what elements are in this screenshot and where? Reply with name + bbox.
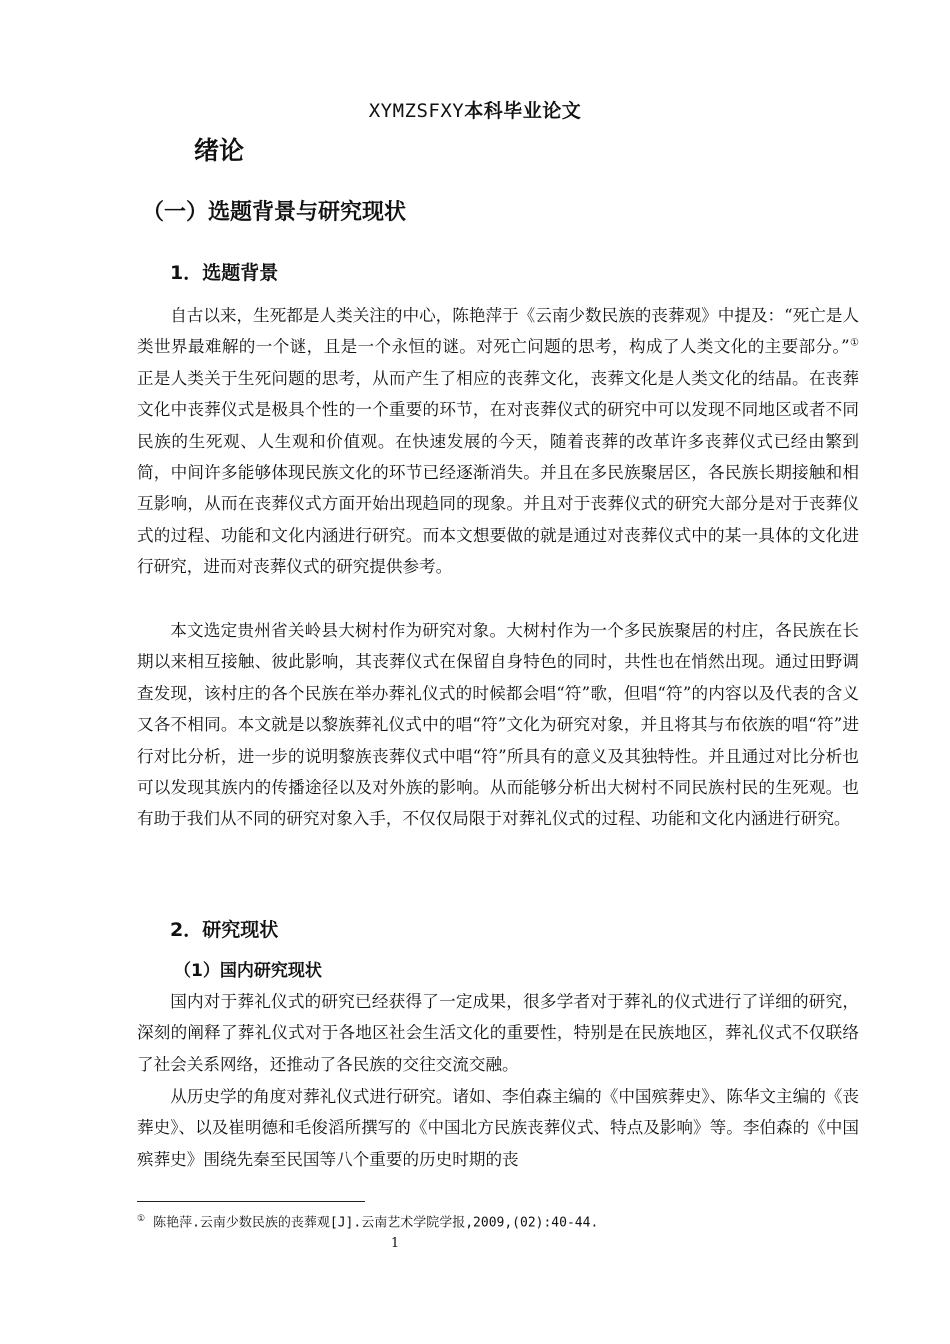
footnote-mark: ① <box>137 1214 146 1224</box>
paragraph-domestic-2: 从历史学的角度对葬礼仪式进行研究。诸如、李伯森主编的《中国殡葬史》、陈华文主编的《丧葬史》、以及崔明德和毛俊滔所撰写的《中国北方民族丧葬仪式、特点及影响》等。李伯森的《中国殡葬史》围绕先秦至民国等八个重要的历史时期的丧 <box>137 1087 859 1169</box>
header-title: 本科毕业论文 <box>464 100 582 122</box>
footnote-divider <box>137 1201 365 1202</box>
page-number: 1 <box>390 1236 400 1251</box>
paragraph-background-2: 本文选定贵州省关岭县大树村作为研究对象。大树村作为一个多民族聚居的村庄，各民族在长期以来相互接触、彼此影响，其丧葬仪式在保留自身特色的同时，共性也在悄然出现。通过田野调查发现，该村庄的各个民族在举办葬礼仪式的时候都会唱“符”歌，但唱“符”的内容以及代表的含义又各不相同。本文就是以黎族葬礼仪式中的唱“符”文化为研究对象，并且将其与布依族的唱“符”进行对比分析，进一步的说明黎族丧葬仪式中唱“符”所具有的意义及其独特性。并且通过对比分析也可以发现其族内的传播途径以及对外族的影响。从而能够分析出大树村不同民族村民的生死观。也有助于我们从不同的研究对象入手，不仅仅局限于对葬礼仪式的过程、功能和文化内涵进行研究。 <box>137 621 859 829</box>
paragraph-background-1-start: 自古以来，生死都是人类关注的中心，陈艳萍于《云南少数民族的丧葬观》中提及：“死亡是人类世界最难解的一个谜，且是一个永恒的谜。对死亡问题的思考，构成了人类文化的主要部分。” <box>137 306 860 357</box>
section-title: （一）选题背景与研究现状 <box>142 200 407 225</box>
footnote-text: 陈艳萍.云南少数民族的丧葬观[J].云南艺术学院学报,2009,(02):40-44. <box>153 1215 599 1231</box>
footnote-reference[interactable]: ① <box>849 337 859 349</box>
header-code: XYMZSFXY <box>368 100 465 122</box>
subsubsection-title-domestic: （1）国内研究现状 <box>174 961 322 981</box>
chapter-title: 绪论 <box>194 136 245 165</box>
subsection-title-background: 1．选题背景 <box>170 262 279 284</box>
paragraph-background-1-rest: 正是人类关于生死问题的思考，从而产生了相应的丧葬文化，丧葬文化是人类文化的结晶。在丧葬文化中丧葬仪式是极具个性的一个重要的环节，在对丧葬仪式的研究中可以发现不同地区或者不同民族的生死观、人生观和价值观。在快速发展的今天，随着丧葬的改革许多丧葬仪式已经由繁到简，中间许多能够体现民族文化的环节已经逐渐消失。并且在多民族聚居区，各民族长期接触和相互影响，从而在丧葬仪式方面开始出现趋同的现象。并且对于丧葬仪式的研究大部分是对于丧葬仪式的过程、功能和文化内涵进行研究。而本文想要做的就是通过对丧葬仪式中的某一具体的文化进行研究，进而对丧葬仪式的研究提供参考。 <box>137 368 859 577</box>
paragraph-background-1 <box>137 300 859 583</box>
footnote <box>137 1209 859 1233</box>
subsection-title-status: 2．研究现状 <box>170 919 279 941</box>
running-header <box>0 98 950 124</box>
paragraph-domestic-1: 国内对于葬礼仪式的研究已经获得了一定成果，很多学者对于葬礼的仪式进行了详细的研究，深刻的阐释了葬礼仪式对于各地区社会生活文化的重要性，特别是在民族地区，葬礼仪式不仅联络了社会关系网络，还推动了各民族的交往交流交融。 <box>137 992 859 1074</box>
